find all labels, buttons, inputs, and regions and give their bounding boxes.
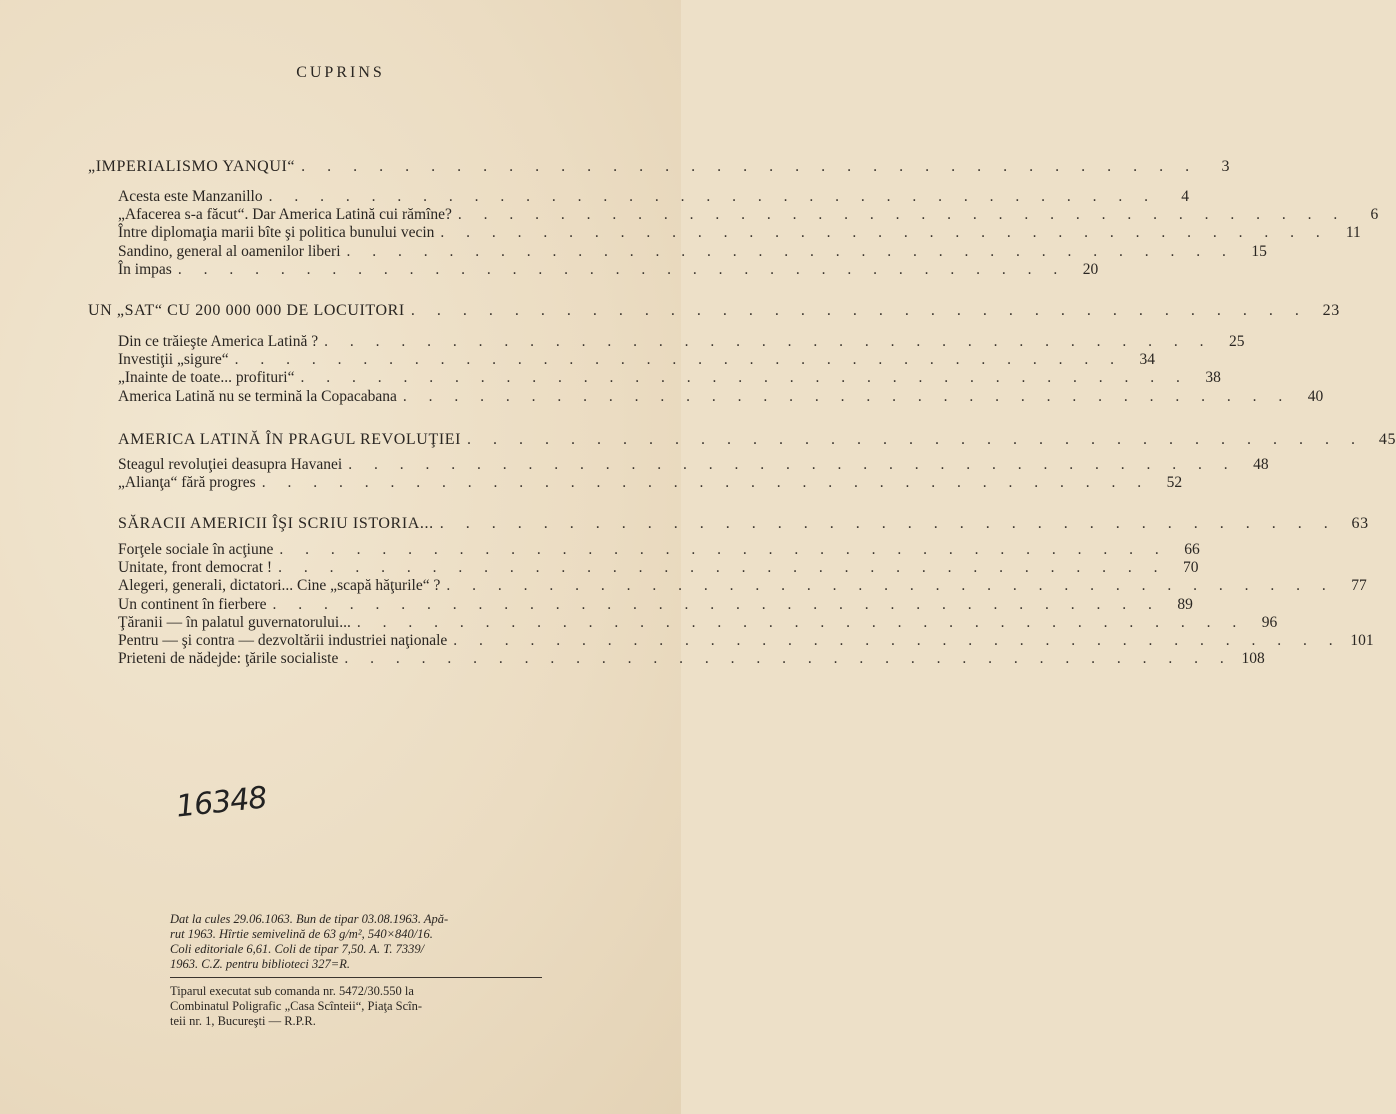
toc-entry-label: Forţele sociale în acţiune bbox=[118, 541, 274, 558]
toc-entry bbox=[118, 541, 1200, 559]
toc-entry-page: 48 bbox=[1253, 456, 1269, 473]
toc-entry-page: 52 bbox=[1166, 474, 1183, 492]
toc-entry-label: „Alianţa“ fără progres bbox=[118, 474, 256, 492]
toc-section-page: 45 bbox=[1378, 431, 1396, 448]
dot-leader: . . . . . . . . . . . . . . . . . . . . . . . . . . . . . . . . . . . bbox=[268, 188, 1157, 205]
dot-leader: . . . . . . . . . . . . . . . . . . . . . . . . . . . . . . . . . . . bbox=[439, 515, 1337, 532]
printer-line: Tiparul executat sub comanda nr. 5472/30.550 la bbox=[170, 984, 414, 998]
toc-section-page: 3 bbox=[1221, 158, 1231, 175]
toc-entry-page: 6 bbox=[1370, 206, 1379, 224]
toc-entry-page: 15 bbox=[1251, 242, 1267, 260]
toc-entry-label: Alegeri, generali, dictatori... Cine „scapă hăţurile“ ? bbox=[118, 577, 441, 595]
toc-entry bbox=[118, 188, 1189, 206]
toc-entry bbox=[118, 577, 1367, 595]
toc-entry-page: 70 bbox=[1182, 559, 1199, 577]
dot-leader: . . . . . . . . . . . . . . . . . . . . . . . . . . . . . . . . . . . bbox=[446, 577, 1335, 595]
toc-entry-label: „Afacerea s-a făcut“. Dar America Latină cui rămîne? bbox=[118, 206, 452, 224]
toc-entry bbox=[118, 224, 1361, 242]
toc-entry bbox=[118, 595, 1193, 614]
toc-entry-label: Unitate, front democrat ! bbox=[118, 559, 273, 577]
toc-entry bbox=[118, 333, 1245, 351]
toc-entry bbox=[118, 650, 1265, 668]
toc-entry-label: „Inainte de toate... profituri“ bbox=[118, 369, 295, 387]
toc-entry bbox=[118, 456, 1269, 474]
dot-leader: . . . . . . . . . . . . . . . . . . . . . . . . . . . . . . . . . . . bbox=[457, 206, 1347, 224]
toc-entry-page: 108 bbox=[1241, 650, 1265, 668]
toc-entry bbox=[118, 387, 1324, 406]
toc-section-label: „IMPERIALISMO YANQUI“ bbox=[88, 158, 296, 175]
printer-line: Combinatul Poligrafic „Casa Scînteii“, Piaţa Scîn- bbox=[170, 999, 423, 1013]
dot-leader: . . . . . . . . . . . . . . . . . . . . . . . . . . . . . . . . . . . bbox=[234, 351, 1123, 369]
toc-entry-page: 20 bbox=[1082, 260, 1099, 278]
toc-entry-label: America Latină nu se termină la Copacabana bbox=[118, 387, 397, 405]
toc-entry-page: 11 bbox=[1345, 224, 1361, 242]
toc-entry-label: Un continent în fierbere bbox=[118, 595, 267, 613]
toc-section-page: 63 bbox=[1351, 515, 1369, 532]
dot-leader: . . . . . . . . . . . . . . . . . . . . . . . . . . . . . . . . . . . bbox=[402, 387, 1292, 405]
dot-leader: . . . . . . . . . . . . . . . . . . . . . . . . . . . . . . . . . . . bbox=[278, 559, 1167, 577]
dot-leader: . . . . . . . . . . . . . . . . . . . . . . . . . . . . . . . . . . . bbox=[346, 242, 1235, 260]
imprint-line: rut 1963. Hîrtie semivelină de 63 g/m², 540×840/16. bbox=[170, 927, 433, 941]
toc-entry bbox=[118, 242, 1267, 261]
dot-leader: . . . . . . . . . . . . . . . . . . . . . . . . . . . . . . . . . . . bbox=[453, 632, 1342, 649]
dot-leader: . . . . . . . . . . . . . . . . . . . . . . . . . . . . . . . . . . . bbox=[177, 260, 1067, 278]
dot-leader: . . . . . . . . . . . . . . . . . . . . . . . . . . . . . . . . . . . bbox=[300, 369, 1189, 387]
toc-section bbox=[88, 302, 1340, 320]
handwritten-inventory-number: 16348 bbox=[174, 780, 269, 825]
dot-leader: . . . . . . . . . . . . . . . . . . . . . . . . . . . . . . . . . . . bbox=[356, 613, 1246, 631]
toc-entry bbox=[118, 369, 1221, 387]
dot-leader: . . . . . . . . . . . . . . . . . . . . . . . . . . . . . . . . . . . bbox=[272, 595, 1161, 613]
toc-section-label: AMERICA LATINĂ ÎN PRAGUL REVOLUŢIEI bbox=[118, 431, 462, 448]
toc-entry-page: 40 bbox=[1307, 387, 1324, 405]
dot-leader: . . . . . . . . . . . . . . . . . . . . . . . . . . . . . . . . . . . bbox=[467, 431, 1365, 448]
toc-entry-label: Prieteni de nădejde: ţările socialiste bbox=[118, 650, 339, 668]
printer-line: teii nr. 1, Bucureşti — R.P.R. bbox=[170, 1014, 316, 1028]
toc-entry bbox=[118, 260, 1099, 279]
toc-entry-page: 77 bbox=[1351, 577, 1367, 595]
toc-entry-label: Ţăranii — în palatul guvernatorului... bbox=[118, 613, 351, 631]
dot-leader: . . . . . . . . . . . . . . . . . . . . . . . . . . . . . . . . . . . bbox=[348, 456, 1237, 473]
toc-entry bbox=[118, 474, 1183, 492]
dot-leader: . . . . . . . . . . . . . . . . . . . . . . . . . . . . . . . . . . . bbox=[279, 541, 1168, 558]
toc-entry bbox=[118, 351, 1155, 369]
page-title: CUPRINS bbox=[296, 64, 385, 81]
toc-entry-label: Din ce trăieşte America Latină ? bbox=[118, 333, 319, 350]
imprint-line: Dat la cules 29.06.1063. Bun de tipar 03.08.1963. Apă- bbox=[170, 912, 449, 926]
dot-leader: . . . . . . . . . . . . . . . . . . . . . . . . . . . . . . . . . . . bbox=[410, 302, 1308, 319]
toc-entry-label: Sandino, general al oamenilor liberi bbox=[118, 242, 341, 260]
colophon-imprint bbox=[170, 912, 542, 972]
toc-entry-page: 89 bbox=[1177, 595, 1193, 613]
toc-section-label: UN „SAT“ CU 200 000 000 DE LOCUITORI bbox=[88, 302, 405, 319]
toc-entry-page: 4 bbox=[1181, 188, 1189, 205]
toc-entry-label: Investiţii „sigure“ bbox=[118, 351, 229, 369]
toc-section bbox=[88, 158, 1231, 176]
toc-entry-label: Acesta este Manzanillo bbox=[118, 188, 263, 205]
toc-entry bbox=[118, 613, 1278, 632]
toc-entry-page: 38 bbox=[1205, 369, 1221, 387]
printer-info bbox=[170, 984, 542, 1029]
toc-entry-page: 101 bbox=[1350, 632, 1374, 649]
imprint-line: 1963. C.Z. pentru biblioteci 327=R. bbox=[170, 957, 350, 971]
dot-leader: . . . . . . . . . . . . . . . . . . . . . . . . . . . . . . . . . . . bbox=[261, 474, 1151, 492]
dot-leader: . . . . . . . . . . . . . . . . . . . . . . . . . . . . . . . . . . . bbox=[440, 224, 1329, 242]
toc-entry-page: 34 bbox=[1139, 351, 1155, 369]
toc-entry-page: 66 bbox=[1184, 541, 1200, 558]
imprint-line: Coli editoriale 6,61. Coli de tipar 7,50. A. T. 7339/ bbox=[170, 942, 425, 956]
toc-section bbox=[118, 515, 1369, 533]
toc-section-label: SĂRACII AMERICII ÎŞI SCRIU ISTORIA... bbox=[118, 515, 434, 532]
toc-entry-label: Pentru — şi contra — dezvoltării industriei naţionale bbox=[118, 632, 448, 649]
toc-section bbox=[118, 431, 1396, 449]
colophon-divider bbox=[170, 977, 542, 978]
toc-entry-label: Steagul revoluţiei deasupra Havanei bbox=[118, 456, 343, 473]
toc-entry-label: Între diplomaţia marii bîte şi politica bunului vecin bbox=[118, 224, 435, 242]
dot-leader: . . . . . . . . . . . . . . . . . . . . . . . . . . . . . . . . . . . bbox=[324, 333, 1213, 350]
toc-entry bbox=[118, 632, 1374, 650]
toc-entry bbox=[118, 559, 1199, 577]
toc-section-page: 23 bbox=[1322, 302, 1340, 319]
toc-entry bbox=[118, 206, 1379, 224]
toc-entry-page: 25 bbox=[1228, 333, 1245, 350]
toc-entry-label: În impas bbox=[118, 260, 172, 278]
dot-leader: . . . . . . . . . . . . . . . . . . . . . . . . . . . . . . . . . . . bbox=[344, 650, 1233, 668]
toc-entry-page: 96 bbox=[1261, 613, 1278, 631]
dot-leader: . . . . . . . . . . . . . . . . . . . . . . . . . . . . . . . . . . . bbox=[301, 158, 1199, 175]
